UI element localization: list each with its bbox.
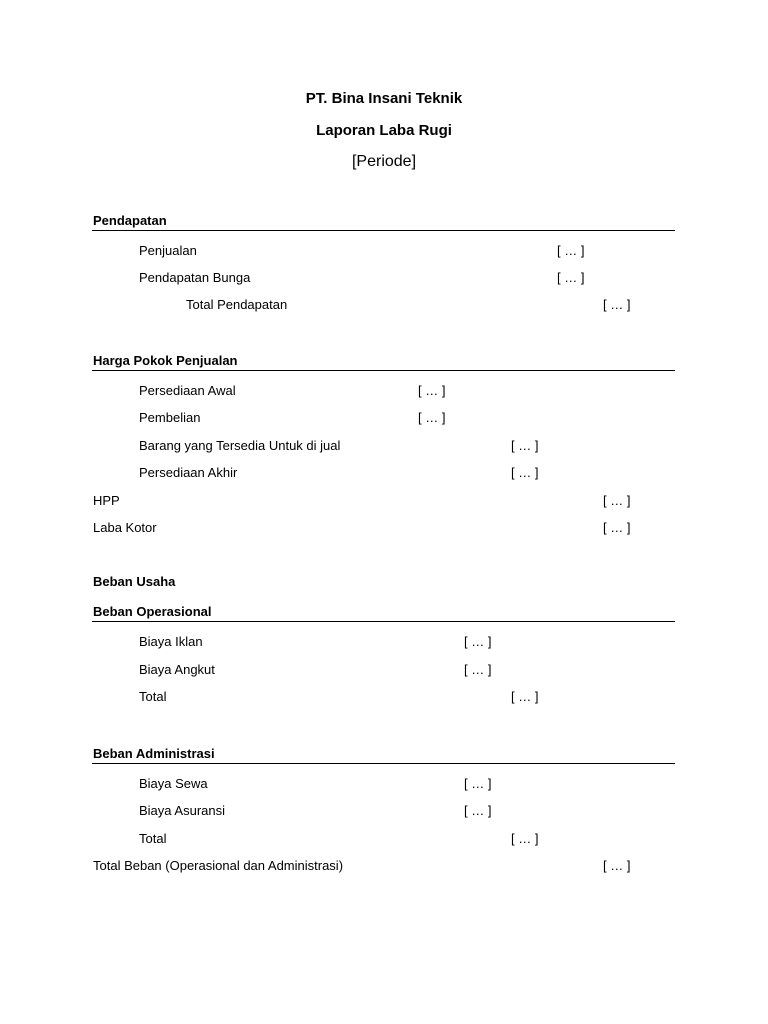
line-label-biaya-asuransi: Biaya Asuransi: [139, 803, 225, 818]
amount-placeholder: [ … ]: [603, 493, 631, 508]
line-label-total-beban: Total Beban (Operasional dan Administrasi): [93, 858, 344, 873]
section-heading-beban-usaha: Beban Usaha: [93, 574, 176, 589]
line-label-total-operasional: Total: [139, 689, 167, 704]
amount-placeholder: [ … ]: [511, 438, 539, 453]
line-label-pendapatan-bunga: Pendapatan Bunga: [139, 270, 251, 285]
amount-placeholder: [ … ]: [464, 662, 492, 677]
amount-placeholder: [ … ]: [464, 776, 492, 791]
amount-placeholder: [ … ]: [603, 858, 631, 873]
section-heading-hpp: Harga Pokok Penjualan: [93, 353, 238, 368]
line-label-persediaan-akhir: Persediaan Akhir: [139, 465, 238, 480]
amount-placeholder: [ … ]: [511, 689, 539, 704]
amount-placeholder: [ … ]: [511, 465, 539, 480]
section-divider: [92, 370, 675, 371]
line-label-total-administrasi: Total: [139, 831, 167, 846]
section-divider: [92, 621, 675, 622]
line-label-laba-kotor: Laba Kotor: [93, 520, 157, 535]
section-heading-beban-operasional: Beban Operasional: [93, 604, 212, 619]
line-label-biaya-sewa: Biaya Sewa: [139, 776, 208, 791]
amount-placeholder: [ … ]: [418, 383, 446, 398]
amount-placeholder: [ … ]: [464, 803, 492, 818]
amount-placeholder: [ … ]: [418, 410, 446, 425]
section-divider: [92, 763, 675, 764]
amount-placeholder: [ … ]: [603, 520, 631, 535]
company-name: PT. Bina Insani Teknik: [305, 90, 463, 107]
amount-placeholder: [ … ]: [511, 831, 539, 846]
report-period: [Periode]: [351, 153, 417, 170]
line-label-hpp: HPP: [93, 493, 120, 508]
line-label-barang-tersedia: Barang yang Tersedia Untuk di jual: [139, 438, 341, 453]
section-divider: [92, 230, 675, 231]
amount-placeholder: [ … ]: [464, 634, 492, 649]
report-title: Laporan Laba Rugi: [316, 122, 452, 139]
line-label-total-pendapatan: Total Pendapatan: [186, 297, 288, 312]
line-label-pembelian: Pembelian: [139, 410, 201, 425]
section-heading-pendapatan: Pendapatan: [93, 213, 167, 228]
section-heading-beban-administrasi: Beban Administrasi: [93, 746, 215, 761]
amount-placeholder: [ … ]: [557, 270, 585, 285]
line-label-penjualan: Penjualan: [139, 243, 197, 258]
line-label-biaya-angkut: Biaya Angkut: [139, 662, 215, 677]
amount-placeholder: [ … ]: [603, 297, 631, 312]
amount-placeholder: [ … ]: [557, 243, 585, 258]
line-label-persediaan-awal: Persediaan Awal: [139, 383, 236, 398]
line-label-biaya-iklan: Biaya Iklan: [139, 634, 203, 649]
